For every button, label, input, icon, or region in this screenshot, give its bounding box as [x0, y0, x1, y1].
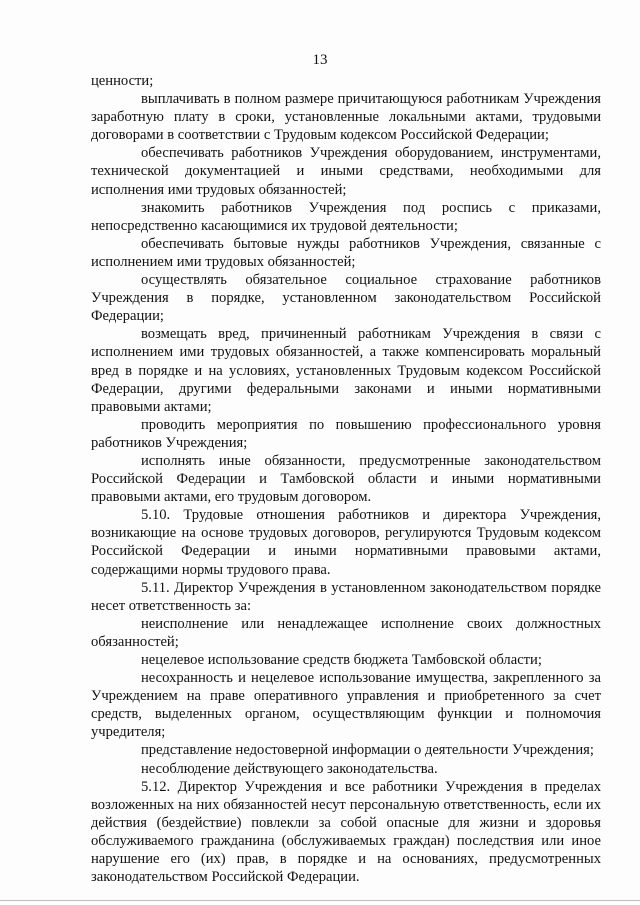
- document-body: [91, 72, 601, 886]
- paragraph-professional-training: проводить мероприятия по повышению профессионального уровня работников Учреждения;: [91, 416, 601, 451]
- paragraph-budget-misuse: нецелевое использование средств бюджета Тамбовской области;: [141, 652, 542, 668]
- paragraph-section-5-11: 5.11. Директор Учреждения в установленном законодательством порядке несет ответственность за:: [91, 579, 601, 614]
- paragraph-other-duties: исполнять иные обязанности, предусмотренные законодательством Российской Федерации и Тамбовской области и иными нормативными правовыми актами, его трудовым договором.: [91, 452, 601, 506]
- page-number: 13: [312, 52, 328, 68]
- paragraph-household-needs: обеспечивать бытовые нужды работников Учреждения, связанные с исполнением ими трудовых обязанностей;: [91, 235, 601, 270]
- paragraph-property-misuse: несохранность и нецелевое использование имущества, закрепленного за Учреждением на праве оперативного управления и приобретенного за счет средств, выделенных органом, осуществляющим функции и полномочия учредителя;: [91, 670, 601, 741]
- paragraph-section-5-12: 5.12. Директор Учреждения и все работники Учреждения в пределах возложенных на них обязанностей несут персональную ответственность, если их действия (бездействие) повлекли за собой опасные для жизни и здоровья обслуживаемого гражданина (обслуживаемых граждан) последствия или иное нарушение его (их) прав, в порядке и на основаниях, предусмотренных законодательством Российской Федерации.: [91, 778, 601, 886]
- paragraph-continuation: ценности;: [91, 73, 154, 89]
- paragraph-nonfulfillment: неисполнение или ненадлежащее исполнение своих должностных обязанностей;: [91, 615, 601, 650]
- paragraph-section-5-10: 5.10. Трудовые отношения работников и директора Учреждения, возникающие на основе трудовых договоров, регулируются Трудовым кодексом Российской Федерации и иными нормативными правовыми актами, содержащими нормы трудового права.: [91, 507, 601, 578]
- paragraph-social-insurance: осуществлять обязательное социальное страхование работников Учреждения в порядке, установленном законодательством Российской Федерации;: [91, 272, 601, 325]
- paragraph-pay-wages: выплачивать в полном размере причитающуюся работникам Учреждения заработную плату в сроки, установленные локальными актами, трудовыми договорами в соответствии с Трудовым кодексом Российской Федерации;: [91, 91, 601, 144]
- paragraph-false-information: представление недостоверной информации о деятельности Учреждения;: [141, 742, 594, 759]
- paragraph-acquaint-orders: знакомить работников Учреждения под роспись с приказами, непосредственно касающимися их трудовой деятельности;: [91, 199, 601, 234]
- paragraph-noncompliance: несоблюдение действующего законодательства.: [141, 760, 438, 777]
- paragraph-compensate-harm: возмещать вред, причиненный работникам Учреждения в связи с исполнением ими трудовых обязанностей, а также компенсировать моральный вред в порядке и на условиях, установленных Трудовым кодексом Российской Федерации, другими федеральными законами и иными нормативными правовыми актами;: [91, 326, 601, 415]
- page-bottom-edge: [0, 900, 640, 901]
- paragraph-provide-equipment: обеспечивать работников Учреждения оборудованием, инструментами, технической документацией и иными средствами, необходимыми для исполнения ими трудовых обязанностей;: [91, 145, 601, 198]
